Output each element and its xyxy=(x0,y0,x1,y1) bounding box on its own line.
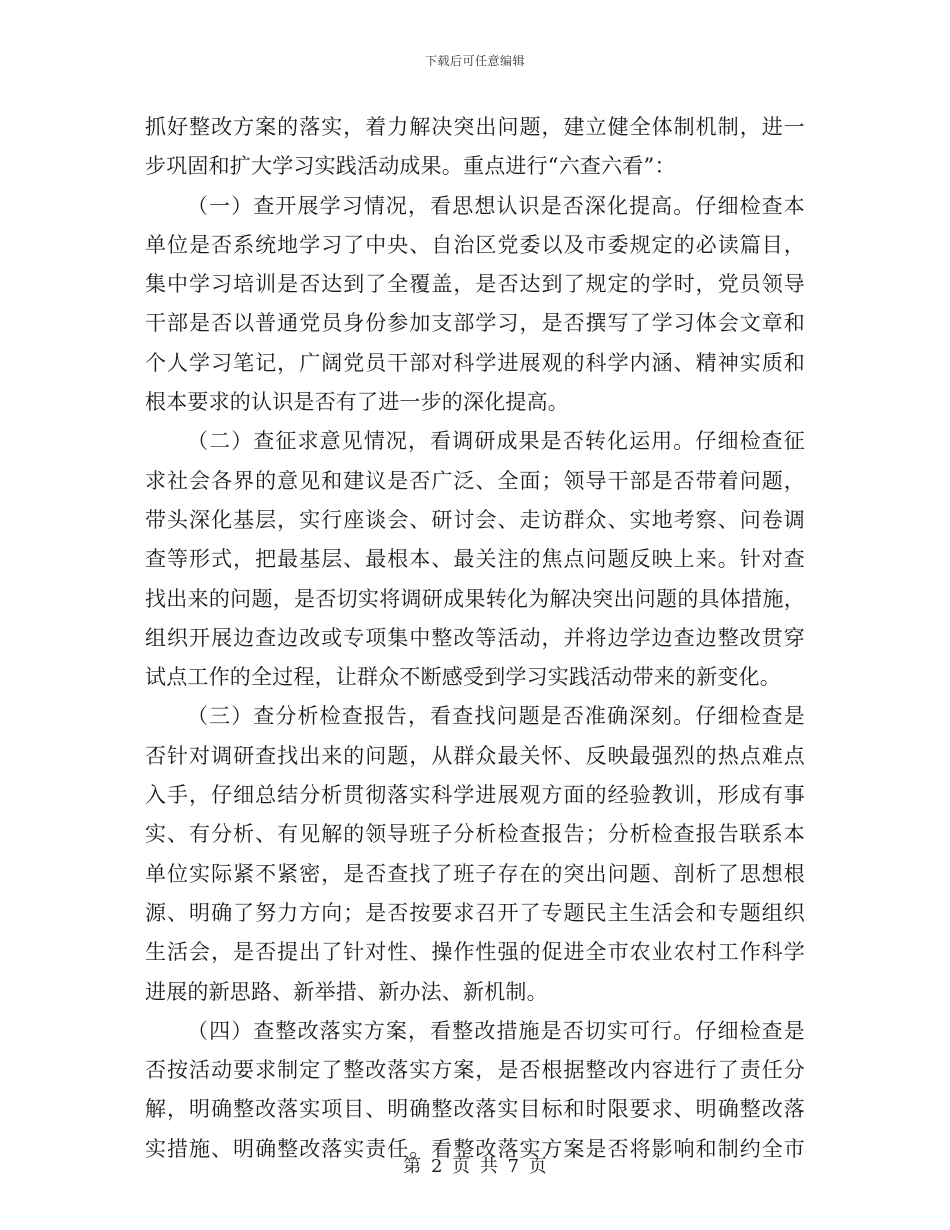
page-number: 第 2 页 共 7 页 xyxy=(403,1156,547,1177)
text-line: 实措施、明确整改落实责任。看整改落实方案是否将影响和制约全市 xyxy=(145,1136,805,1161)
page-header-note: 下载后可任意编辑 xyxy=(424,54,525,68)
text-line: 找出来的问题，是否切实将调研成果转化为解决突出问题的具体措施， xyxy=(145,586,805,611)
text-line: 入手，仔细总结分析贯彻落实科学进展观方面的经验教训，形成有事 xyxy=(145,783,805,808)
text-line: 组织开展边查边改或专项集中整改等活动，并将边学边查边整改贯穿 xyxy=(145,625,805,650)
text-line: 否按活动要求制定了整改落实方案，是否根据整改内容进行了责任分 xyxy=(145,1058,805,1083)
text-line: 个人学习笔记，广阔党员干部对科学进展观的科学内涵、精神实质和 xyxy=(145,350,805,375)
text-line: （三）查分析检查报告，看查找问题是否准确深刻。仔细检查是 xyxy=(187,704,805,729)
text-line: 步巩固和扩大学习实践活动成果。重点进行“六查六看”： xyxy=(145,154,676,179)
document-body xyxy=(145,108,805,1169)
text-line: （二）查征求意见情况，看调研成果是否转化运用。仔细检查征 xyxy=(187,429,805,454)
text-line: （四）查整改落实方案，看整改措施是否切实可行。仔细检查是 xyxy=(187,1018,805,1043)
text-line: 源、明确了努力方向；是否按要求召开了专题民主生活会和专题组织 xyxy=(145,900,805,925)
text-line: 单位是否系统地学习了中央、自治区党委以及市委规定的必读篇目， xyxy=(145,232,805,257)
text-line: 解，明确整改落实项目、明确整改落实目标和时限要求、明确整改落 xyxy=(145,1097,805,1122)
text-line: 集中学习培训是否达到了全覆盖，是否达到了规定的学时，党员领导 xyxy=(145,272,805,297)
text-line: 进展的新思路、新举措、新办法、新机制。 xyxy=(145,979,548,1004)
text-line: 查等形式，把最基层、最根本、最关注的焦点问题反映上来。针对查 xyxy=(145,547,805,572)
text-line: 带头深化基层，实行座谈会、研讨会、走访群众、实地考察、问卷调 xyxy=(145,507,805,532)
text-line: 抓好整改方案的落实，着力解决突出问题，建立健全体制机制，进一 xyxy=(145,115,805,139)
text-line: 根本要求的认识是否有了进一步的深化提高。 xyxy=(145,390,569,415)
text-line: 试点工作的全过程，让群众不断感受到学习实践活动带来的新变化。 xyxy=(145,665,781,690)
text-line: 单位实际紧不紧密，是否查找了班子存在的突出问题、剖析了思想根 xyxy=(145,861,805,886)
text-line: 求社会各界的意见和建议是否广泛、全面；领导干部是否带着问题， xyxy=(145,468,805,493)
text-line: 生活会，是否提出了针对性、操作性强的促进全市农业农村工作科学 xyxy=(145,940,805,965)
text-line: 实、有分析、有见解的领导班子分析检查报告；分析检查报告联系本 xyxy=(145,822,805,847)
text-line: （一）查开展学习情况，看思想认识是否深化提高。仔细检查本 xyxy=(187,193,805,218)
text-line: 干部是否以普通党员身份参加支部学习，是否撰写了学习体会文章和 xyxy=(145,311,805,336)
text-line: 否针对调研查找出来的问题，从群众最关怀、反映最强烈的热点难点 xyxy=(145,743,805,768)
